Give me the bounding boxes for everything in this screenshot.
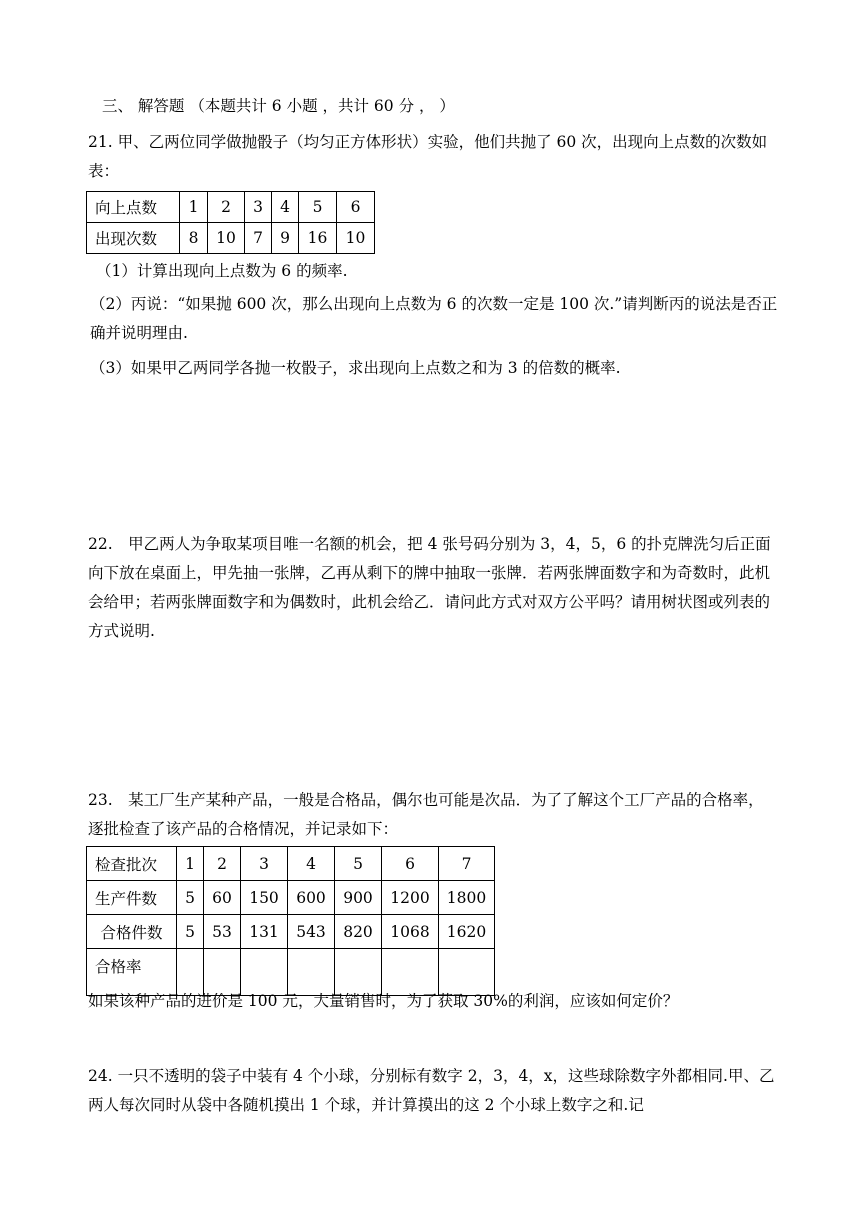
- table-cell: 10: [337, 223, 375, 254]
- q21-part3: （3）如果甲乙两同学各抛一枚骰子，求出现向上点数之和为 3 的倍数的概率.: [90, 359, 621, 377]
- table-cell: 900: [335, 881, 382, 915]
- table-cell: 820: [335, 915, 382, 949]
- table-cell: 600: [288, 881, 335, 915]
- table-cell: 3: [241, 847, 288, 881]
- table-cell: 1620: [439, 915, 495, 949]
- table-row: [87, 881, 495, 915]
- table-cell: 2: [204, 847, 241, 881]
- q22-stem: 22. 甲乙两人为争取某项目唯一名额的机会，把 4 张号码分别为 3，4，5，6 的扑克牌洗匀后正面向下放在桌面上，甲先抽一张牌，乙再从剩下的牌中抽取一张牌．若两张牌面数字和为奇数时，此机会给甲；若两张牌面数字和为偶数时，此机会给乙．请问此方式对双方公平吗？请用树状图或列表的方式说明.: [88, 535, 771, 640]
- table-cell: 检查批次: [87, 847, 177, 881]
- table-cell: 1800: [439, 881, 495, 915]
- table-cell: 向上点数: [87, 192, 180, 223]
- table-cell: 7: [439, 847, 495, 881]
- q23-followup: 如果该种产品的进价是 100 元，大量销售时，为了获取 30%的利润，应该如何定价？: [88, 992, 679, 1010]
- table-cell: 3: [245, 192, 272, 223]
- table-cell: 1068: [382, 915, 439, 949]
- table-row: [87, 915, 495, 949]
- q21-part2: （2）丙说：“如果抛 600 次，那么出现向上点数为 6 的次数一定是 100 次.”请判断丙的说法是否正确并说明理由.: [90, 295, 778, 342]
- table-cell: 543: [288, 915, 335, 949]
- table-cell: 16: [299, 223, 337, 254]
- section-header: 三、 解答题 （本题共计 6 小题 ，共计 60 分 ， ）: [102, 97, 455, 115]
- table-cell: 8: [180, 223, 208, 254]
- table-cell: 4: [272, 192, 299, 223]
- table-cell: 6: [382, 847, 439, 881]
- table-cell: 2: [208, 192, 245, 223]
- table-cell: 5: [177, 881, 204, 915]
- q23-stem: 23. 某工厂生产某种产品，一般是合格品，偶尔也可能是次品．为了了解这个工厂产品的合格率，逐批检查了该产品的合格情况，并记录如下：: [88, 791, 764, 838]
- table-cell: 7: [245, 223, 272, 254]
- table-cell: 出现次数: [87, 223, 180, 254]
- table-cell: 4: [288, 847, 335, 881]
- table-cell: 9: [272, 223, 299, 254]
- table-cell: 1: [180, 192, 208, 223]
- table-cell: 5: [335, 847, 382, 881]
- table-cell: 1: [177, 847, 204, 881]
- table-cell: 合格件数: [87, 915, 177, 949]
- table-row: [87, 223, 375, 254]
- q21-stem: 21. 甲、乙两位同学做抛骰子（均匀正方体形状）实验，他们共抛了 60 次，出现向上点数的次数如表：: [88, 133, 768, 180]
- table-cell: 生产件数: [87, 881, 177, 915]
- q23-table: [86, 846, 495, 996]
- table-cell: 5: [299, 192, 337, 223]
- table-row: [87, 192, 375, 223]
- q24-stem: 24. 一只不透明的袋子中装有 4 个小球，分别标有数字 2，3，4，x，这些球除数字外都相同.甲、乙两人每次同时从袋中各随机摸出 1 个球，并计算摸出的这 2 个小球上数字之和.记: [88, 1067, 775, 1114]
- table-cell: 60: [204, 881, 241, 915]
- table-cell: 53: [204, 915, 241, 949]
- table-cell: 5: [177, 915, 204, 949]
- table-cell: 131: [241, 915, 288, 949]
- table-cell: 10: [208, 223, 245, 254]
- table-cell: 1200: [382, 881, 439, 915]
- table-row: [87, 847, 495, 881]
- table-cell: 合格率: [87, 949, 177, 996]
- q21-table: [86, 191, 375, 254]
- q21-part1: （1）计算出现向上点数为 6 的频率.: [96, 262, 348, 280]
- table-cell: 150: [241, 881, 288, 915]
- table-cell: 6: [337, 192, 375, 223]
